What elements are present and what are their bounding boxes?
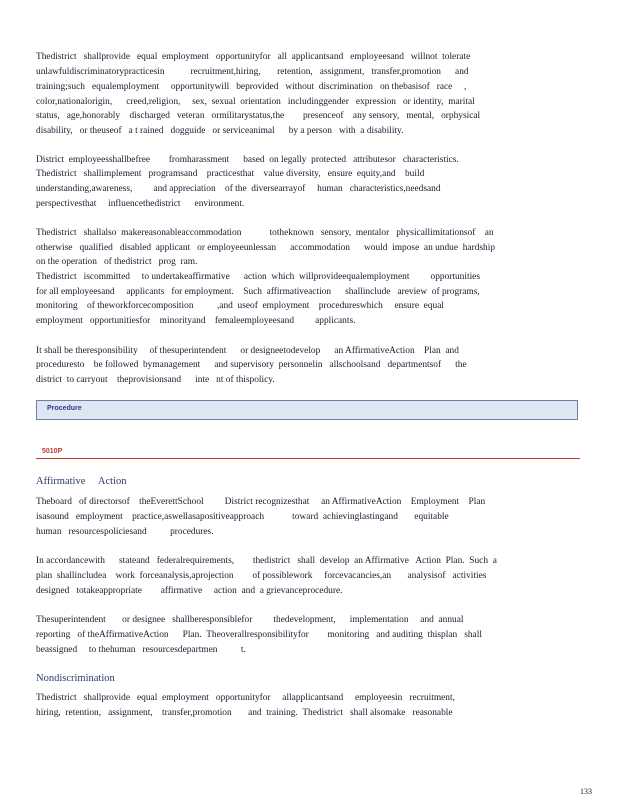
text-line: district to carryout theprovisionsand inte nt of thispolicy. — [36, 375, 275, 385]
text-line: employment opportunitiesfor minorityand femaleemployeesand applicants. — [36, 316, 356, 326]
section-heading: Nondiscrimination — [36, 673, 115, 684]
text-line: monitoring of theworkforcecomposition ,and useof employment procedureswhich ensure equal — [36, 301, 444, 311]
text-line: Theboard of directorsof theEverettSchool District recognizesthat an AffirmativeAction Employment Plan — [36, 497, 486, 507]
procedure-banner — [36, 400, 578, 420]
text-line: human resourcespoliciesand procedures. — [36, 527, 214, 537]
text-line: isasound employment practice,aswellasapositiveapproach toward achievinglastingand equitable — [36, 512, 449, 522]
text-line: Thedistrict shallprovide equal employment opportunityfor all applicantsand employeesand willnot tolerate — [36, 52, 471, 62]
text-line: hiring, retention, assignment, transfer,promotion and training. Thedistrict shall alsomake reasonable — [36, 708, 453, 718]
text-line: color,nationalorigin, creed,religion, sex, sexual orientation includinggender expression or identity, marital — [36, 97, 475, 107]
text-line: unlawfuldiscriminatorypracticesin recruitment,hiring, retention, assignment, transfer,promotion and — [36, 67, 469, 77]
text-line: training;such equalemployment opportunitywill beprovided without discrimination on thebasisof race , — [36, 82, 467, 92]
text-line: District employeesshallbefree fromharassment based on legally protected attributesor characteristics. — [36, 155, 459, 165]
text-line: Thesuperintendent or designee shallberesponsiblefor thedevelopment, implementation and annual — [36, 615, 464, 625]
text-line: In accordancewith stateand federalrequirements, thedistrict shall develop an Affirmative Action Plan. Such a — [36, 556, 497, 566]
text-line: Thedistrict shallprovide equal employment opportunityfor allapplicantsand employeesin recruitment, — [36, 693, 455, 703]
text-line: Thedistrict shallimplement programsand practicesthat value diversity, ensure equity,and build — [36, 169, 425, 179]
procedure-label: Procedure — [47, 405, 82, 412]
text-line: plan shallincludea work forceanalysis,aprojection of possiblework forcevacancies,an analysisof activities — [36, 571, 487, 581]
text-line: It shall be theresponsibility of thesuperintendent or designeetodevelop an AffirmativeAction Plan and — [36, 346, 459, 356]
procedure-code: 5010P — [42, 448, 63, 455]
page-number: 133 — [580, 787, 592, 796]
text-line: status, age,honorably discharged veteran ormilitarystatus,the presenceof any sensory, mental, orphysical — [36, 111, 481, 121]
section-heading: Affirmative Action — [36, 476, 127, 487]
text-line: beassigned to thehuman resourcesdepartmen t. — [36, 645, 246, 655]
text-line: reporting of theAffirmativeAction Plan. Theoverallresponsibilityfor monitoring and auditing thisplan shall — [36, 630, 482, 640]
text-line: understanding,awareness, and appreciation of the diversearrayof human characteristics,needsand — [36, 184, 441, 194]
divider — [36, 458, 580, 459]
text-line: disability, or theuseof a t rained dogguide or serviceanimal by a person with a disability. — [36, 126, 404, 136]
text-line: on the operation of thedistrict prog ram. — [36, 257, 198, 267]
text-line: perspectivesthat influencethedistrict environment. — [36, 199, 245, 209]
text-line: otherwise qualified disabled applicant or employeeunlessan accommodation would impose an undue hardship — [36, 243, 496, 253]
text-line: designed totakeappropriate affirmative action and a grievanceprocedure. — [36, 586, 343, 596]
text-line: for all employeesand applicants for employment. Such affirmativeaction shallinclude areview of programs, — [36, 287, 480, 297]
text-line: Thedistrict shallalso makereasonableaccommodation totheknown sensory, mentalor physicallimitationsof an — [36, 228, 494, 238]
text-line: Thedistrict iscommitted to undertakeaffirmative action which willprovideequalemployment opportunities — [36, 272, 480, 282]
text-line: proceduresto be followed bymanagement and supervisory personnelin allschoolsand departmentsof the — [36, 360, 467, 370]
